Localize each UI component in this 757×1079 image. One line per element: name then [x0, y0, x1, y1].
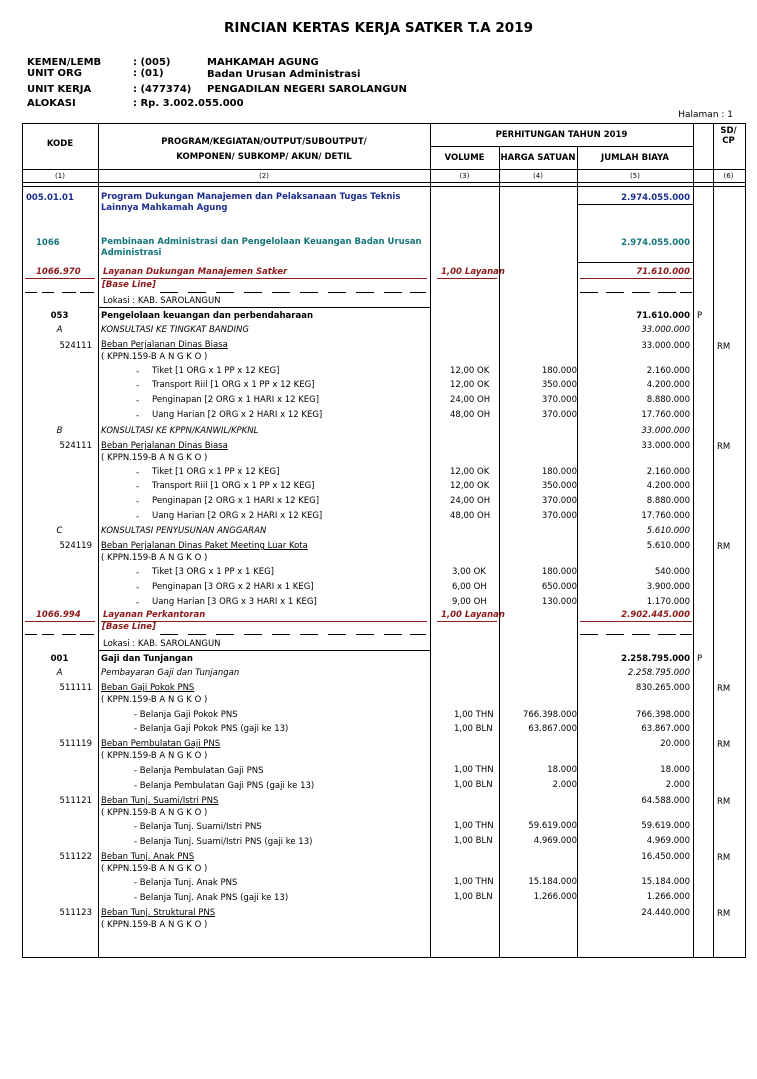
underline: [577, 262, 693, 263]
detail-total: 2.160.000: [646, 467, 690, 477]
unit-org-label: UNIT ORG: [27, 68, 82, 79]
col-num-4: (4): [533, 172, 543, 180]
dash-sep: [188, 292, 206, 293]
akun-text: Beban Perjalanan Dinas Biasa: [101, 340, 228, 350]
detail-harga: 370.000: [541, 410, 577, 420]
dash-sep: [606, 292, 624, 293]
detail-harga: 2.000: [552, 780, 577, 790]
detail-total: 17.760.000: [641, 511, 690, 521]
dash-sep: [328, 292, 346, 293]
col-jumlah: JUMLAH BIAYA: [601, 153, 669, 163]
output-baseline: [Base Line]: [102, 280, 156, 290]
detail-volume: 48,00 OH: [450, 511, 491, 521]
akun-code: 511122: [59, 852, 92, 862]
dash-sep: [62, 634, 76, 635]
akun-total: 16.450.000: [641, 852, 690, 862]
akun-total: 20.000: [660, 739, 690, 749]
col-num-6: (6): [723, 172, 734, 180]
akun-total: 24.440.000: [641, 908, 690, 918]
dash-sep: [160, 292, 178, 293]
subkomp-text: Pembayaran Gaji dan Tunjangan: [101, 668, 240, 678]
row-sep: [22, 186, 745, 187]
lokasi-text: Lokasi : KAB. SAROLANGUN: [103, 296, 221, 306]
detail-dash: -: [136, 568, 140, 578]
subkomp-code: A: [56, 668, 63, 678]
output-code: 1066.994: [36, 610, 81, 620]
dash-sep: [680, 292, 692, 293]
program-total: 2.974.055.000: [621, 193, 690, 203]
output-volume: 1,00 Layanan: [441, 610, 505, 620]
detail-volume: 1,00 BLN: [454, 892, 493, 902]
detail-harga: 370.000: [541, 511, 577, 521]
detail-text: - Belanja Tunj. Suami/Istri PNS: [134, 822, 262, 832]
detail-text: - Belanja Tunj. Anak PNS: [134, 878, 238, 888]
detail-text: Tiket [1 ORG x 1 PP x 12 KEG]: [152, 366, 280, 376]
akun-text: Beban Tunj. Struktural PNS: [101, 908, 216, 918]
col-sep: [693, 123, 694, 957]
detail-volume: 1,00 BLN: [454, 724, 493, 734]
detail-harga: 180.000: [541, 567, 577, 577]
kppn-text: ( KPPN.159-B A N G K O ): [101, 920, 208, 930]
detail-harga: 130.000: [541, 597, 577, 607]
kegiatan-code: 1066: [36, 238, 60, 248]
akun-total: 33.000.000: [641, 441, 690, 451]
detail-total: 17.760.000: [641, 410, 690, 420]
subkomp-total: 33.000.000: [641, 426, 690, 436]
dash-sep: [300, 292, 318, 293]
detail-text: Penginapan [2 ORG x 1 HARI x 12 KEG]: [152, 496, 320, 506]
subkomp-text: KONSULTASI KE KPPN/KANWIL/KPKNL: [101, 426, 259, 436]
underline: [577, 204, 693, 205]
detail-text: Uang Harian [2 ORG x 2 HARI x 12 KEG]: [152, 410, 323, 420]
col-sep: [577, 146, 578, 957]
dash-sep: [606, 634, 624, 635]
col-num-3: (3): [459, 172, 470, 180]
detail-total: 2.000: [665, 780, 690, 790]
kppn-text: ( KPPN.159-B A N G K O ): [101, 352, 208, 362]
col-volume: VOLUME: [444, 153, 485, 163]
detail-harga: 18.000: [547, 765, 577, 775]
akun-text: Beban Perjalanan Dinas Biasa: [101, 441, 228, 451]
detail-total: 15.184.000: [641, 877, 690, 887]
col-perhitungan: PERHITUNGAN TAHUN 2019: [495, 130, 628, 140]
kppn-text: ( KPPN.159-B A N G K O ): [101, 864, 208, 874]
dash-sep: [272, 634, 290, 635]
detail-volume: 24,00 OH: [450, 496, 491, 506]
detail-harga: 180.000: [541, 366, 577, 376]
program-text: Program Dukungan Manajemen dan Pelaksanaan Tugas Teknis Lainnya Mahkamah Agung: [101, 192, 401, 213]
underline: [437, 278, 497, 279]
dash-sep: [580, 292, 598, 293]
underline: [101, 621, 427, 622]
row-sep: [430, 146, 693, 147]
detail-text: Transport Riil [1 ORG x 1 PP x 12 KEG]: [152, 481, 315, 491]
detail-total: 4.200.000: [646, 380, 690, 390]
detail-harga: 180.000: [541, 467, 577, 477]
detail-total: 18.000: [660, 765, 690, 775]
detail-total: 766.398.000: [635, 710, 690, 720]
kemen-code: : (005): [133, 57, 171, 68]
detail-volume: 24,00 OH: [450, 395, 491, 405]
alokasi-label: ALOKASI: [27, 98, 76, 109]
detail-total: 2.160.000: [646, 366, 690, 376]
detail-volume: 1,00 THN: [454, 710, 494, 720]
akun-code: 524119: [59, 541, 92, 551]
akun-rm: RM: [717, 442, 731, 452]
kegiatan-text: Pembinaan Administrasi dan Pengelolaan Keuangan Badan Urusan Administrasi: [101, 237, 422, 258]
akun-code: 511111: [59, 683, 92, 693]
detail-harga: 766.398.000: [522, 710, 577, 720]
komponen-p: P: [697, 654, 703, 664]
dash-sep: [632, 292, 650, 293]
komponen-text: Gaji dan Tunjangan: [101, 654, 193, 664]
dash-sep: [272, 292, 290, 293]
underline: [580, 278, 692, 279]
detail-text: Transport Riil [1 ORG x 1 PP x 12 KEG]: [152, 380, 315, 390]
col-harga: HARGA SATUAN: [500, 153, 576, 163]
akun-rm: RM: [717, 684, 731, 694]
col-kode: KODE: [46, 139, 74, 149]
subkomp-total: 2.258.795.000: [627, 668, 690, 678]
akun-rm: RM: [717, 797, 731, 807]
col-program: PROGRAM/KEGIATAN/OUTPUT/SUBOUTPUT/: [161, 137, 367, 147]
col-num-1: (1): [55, 172, 65, 180]
detail-dash: -: [136, 482, 140, 492]
dash-sep: [216, 292, 234, 293]
program-code: 005.01.01: [26, 193, 74, 203]
detail-harga: 350.000: [541, 481, 577, 491]
akun-text: Beban Pembulatan Gaji PNS: [101, 739, 221, 749]
akun-total: 830.265.000: [635, 683, 690, 693]
detail-text: Uang Harian [2 ORG x 2 HARI x 12 KEG]: [152, 511, 323, 521]
underline: [99, 650, 430, 651]
detail-volume: 1,00 THN: [454, 765, 494, 775]
col-sep: [98, 123, 99, 957]
kppn-text: ( KPPN.159-B A N G K O ): [101, 808, 208, 818]
dash-sep: [384, 292, 402, 293]
detail-dash: -: [136, 396, 140, 406]
dash-sep: [356, 292, 374, 293]
akun-text: Beban Perjalanan Dinas Paket Meeting Luar Kota: [101, 541, 308, 551]
unit-kerja-name: PENGADILAN NEGERI SAROLANGUN: [207, 84, 407, 95]
output-total: 2.902.445.000: [621, 610, 690, 620]
detail-dash: -: [136, 598, 140, 608]
akun-text: Beban Gaji Pokok PNS: [101, 683, 195, 693]
kppn-text: ( KPPN.159-B A N G K O ): [101, 751, 208, 761]
alokasi-value: : Rp. 3.002.055.000: [133, 98, 244, 109]
detail-total: 3.900.000: [646, 582, 690, 592]
akun-rm: RM: [717, 853, 731, 863]
akun-rm: RM: [717, 542, 731, 552]
akun-code: 511121: [59, 796, 92, 806]
output-text: Layanan Dukungan Manajemen Satker: [103, 267, 288, 277]
subkomp-total: 33.000.000: [641, 325, 690, 335]
dash-sep: [356, 634, 374, 635]
detail-harga: 350.000: [541, 380, 577, 390]
komponen-total: 71.610.000: [636, 311, 690, 321]
detail-text: - Belanja Tunj. Suami/Istri PNS (gaji ke 13): [134, 837, 313, 847]
unit-kerja-code: : (477374): [133, 84, 192, 95]
dash-sep: [42, 292, 54, 293]
dash-sep: [658, 292, 676, 293]
detail-volume: 3,00 OK: [452, 567, 486, 577]
row-sep: [22, 182, 745, 183]
detail-harga: 370.000: [541, 496, 577, 506]
detail-volume: 1,00 THN: [454, 821, 494, 831]
page-title: RINCIAN KERTAS KERJA SATKER T.A 2019: [224, 20, 533, 36]
detail-text: Tiket [3 ORG x 1 PP x 1 KEG]: [152, 567, 274, 577]
komponen-p: P: [697, 311, 703, 321]
dash-sep: [216, 634, 234, 635]
detail-dash: -: [136, 583, 140, 593]
detail-volume: 1,00 BLN: [454, 780, 493, 790]
col-sdcp: SD/ CP: [720, 126, 737, 146]
komponen-code: 001: [50, 654, 69, 664]
detail-text: - Belanja Pembulatan Gaji PNS (gaji ke 13): [134, 781, 315, 791]
underline: [25, 278, 95, 279]
dash-sep: [658, 634, 676, 635]
dash-sep: [62, 292, 76, 293]
kppn-text: ( KPPN.159-B A N G K O ): [101, 553, 208, 563]
dash-sep: [384, 634, 402, 635]
dash-sep: [680, 634, 692, 635]
detail-total: 59.619.000: [641, 821, 690, 831]
detail-volume: 1,00 THN: [454, 877, 494, 887]
page-number: Halaman : 1: [678, 110, 733, 120]
detail-text: - Belanja Gaji Pokok PNS: [134, 710, 238, 720]
dash-sep: [410, 634, 426, 635]
col-num-5: (5): [630, 172, 640, 180]
kegiatan-total: 2.974.055.000: [621, 238, 690, 248]
detail-total: 8.880.000: [646, 395, 690, 405]
output-total: 71.610.000: [636, 267, 690, 277]
output-text: Layanan Perkantoran: [103, 610, 206, 620]
col-num-2: (2): [259, 172, 269, 180]
detail-harga: 59.619.000: [528, 821, 577, 831]
detail-dash: -: [136, 381, 140, 391]
detail-harga: 4.969.000: [533, 836, 577, 846]
output-code: 1066.970: [36, 267, 81, 277]
dash-sep: [244, 292, 262, 293]
detail-dash: -: [136, 411, 140, 421]
subkomp-text: KONSULTASI KE TINGKAT BANDING: [101, 325, 249, 335]
komponen-code: 053: [50, 311, 69, 321]
dash-sep: [25, 634, 37, 635]
dash-sep: [42, 634, 54, 635]
detail-harga: 370.000: [541, 395, 577, 405]
underline: [437, 621, 497, 622]
detail-total: 4.200.000: [646, 481, 690, 491]
col-program-2: KOMPONEN/ SUBKOMP/ AKUN/ DETIL: [176, 152, 352, 162]
dash-sep: [580, 634, 598, 635]
detail-total: 1.266.000: [646, 892, 690, 902]
dash-sep: [80, 292, 94, 293]
akun-text: Beban Tunj. Anak PNS: [101, 852, 195, 862]
detail-harga: 63.867.000: [528, 724, 577, 734]
detail-dash: -: [136, 512, 140, 522]
lokasi-text: Lokasi : KAB. SAROLANGUN: [103, 639, 221, 649]
kemen-name: MAHKAMAH AGUNG: [207, 57, 319, 68]
akun-rm: RM: [717, 740, 731, 750]
detail-volume: 12,00 OK: [450, 467, 490, 477]
subkomp-code: A: [56, 325, 63, 335]
subkomp-code: B: [56, 426, 63, 436]
detail-text: - Belanja Gaji Pokok PNS (gaji ke 13): [134, 724, 289, 734]
akun-total: 33.000.000: [641, 341, 690, 351]
output-baseline: [Base Line]: [102, 622, 156, 632]
dash-sep: [244, 634, 262, 635]
subkomp-total: 5.610.000: [646, 526, 690, 536]
underline: [580, 621, 692, 622]
detail-dash: -: [136, 367, 140, 377]
detail-volume: 9,00 OH: [452, 597, 487, 607]
unit-org-name: Badan Urusan Administrasi: [207, 69, 361, 80]
detail-total: 1.170.000: [646, 597, 690, 607]
akun-text: Beban Tunj. Suami/Istri PNS: [101, 796, 219, 806]
detail-total: 8.880.000: [646, 496, 690, 506]
detail-volume: 12,00 OK: [450, 481, 490, 491]
detail-total: 540.000: [654, 567, 690, 577]
output-volume: 1,00 Layanan: [441, 267, 505, 277]
detail-harga: 650.000: [541, 582, 577, 592]
komponen-total: 2.258.795.000: [621, 654, 690, 664]
underline: [25, 621, 95, 622]
unit-org-code: : (01): [133, 68, 164, 79]
detail-volume: 12,00 OK: [450, 380, 490, 390]
detail-volume: 48,00 OH: [450, 410, 491, 420]
detail-volume: 6,00 OH: [452, 582, 487, 592]
kppn-text: ( KPPN.159-B A N G K O ): [101, 453, 208, 463]
akun-rm: RM: [717, 342, 731, 352]
subkomp-text: KONSULTASI PENYUSUNAN ANGGARAN: [101, 526, 267, 536]
detail-text: - Belanja Pembulatan Gaji PNS: [134, 766, 264, 776]
detail-dash: -: [136, 497, 140, 507]
dash-sep: [632, 634, 650, 635]
detail-total: 4.969.000: [646, 836, 690, 846]
detail-text: Tiket [1 ORG x 1 PP x 12 KEG]: [152, 467, 280, 477]
dash-sep: [188, 634, 206, 635]
akun-total: 64.588.000: [641, 796, 690, 806]
akun-rm: RM: [717, 909, 731, 919]
dash-sep: [25, 292, 37, 293]
detail-total: 63.867.000: [641, 724, 690, 734]
detail-harga: 1.266.000: [533, 892, 577, 902]
detail-text: Penginapan [2 ORG x 1 HARI x 12 KEG]: [152, 395, 320, 405]
kppn-text: ( KPPN.159-B A N G K O ): [101, 695, 208, 705]
komponen-text: Pengelolaan keuangan dan perbendaharaan: [101, 311, 313, 321]
detail-harga: 15.184.000: [528, 877, 577, 887]
row-sep: [22, 169, 745, 170]
dash-sep: [300, 634, 318, 635]
detail-volume: 1,00 BLN: [454, 836, 493, 846]
detail-text: - Belanja Tunj. Anak PNS (gaji ke 13): [134, 893, 289, 903]
subkomp-code: C: [56, 526, 63, 536]
underline: [101, 278, 427, 279]
detail-text: Uang Harian [3 ORG x 3 HARI x 1 KEG]: [152, 597, 317, 607]
kemen-label: KEMEN/LEMB: [27, 57, 102, 68]
unit-kerja-label: UNIT KERJA: [27, 84, 92, 95]
akun-total: 5.610.000: [646, 541, 690, 551]
dash-sep: [160, 634, 178, 635]
dash-sep: [410, 292, 426, 293]
underline: [99, 307, 430, 308]
dash-sep: [80, 634, 94, 635]
detail-volume: 12,00 OK: [450, 366, 490, 376]
akun-code: 511119: [59, 739, 92, 749]
col-sep: [430, 123, 431, 957]
akun-code: 524111: [59, 341, 92, 351]
dash-sep: [328, 634, 346, 635]
detail-text: Penginapan [3 ORG x 2 HARI x 1 KEG]: [152, 582, 314, 592]
detail-dash: -: [136, 468, 140, 478]
col-sep: [713, 123, 714, 957]
akun-code: 524111: [59, 441, 92, 451]
akun-code: 511123: [59, 908, 92, 918]
